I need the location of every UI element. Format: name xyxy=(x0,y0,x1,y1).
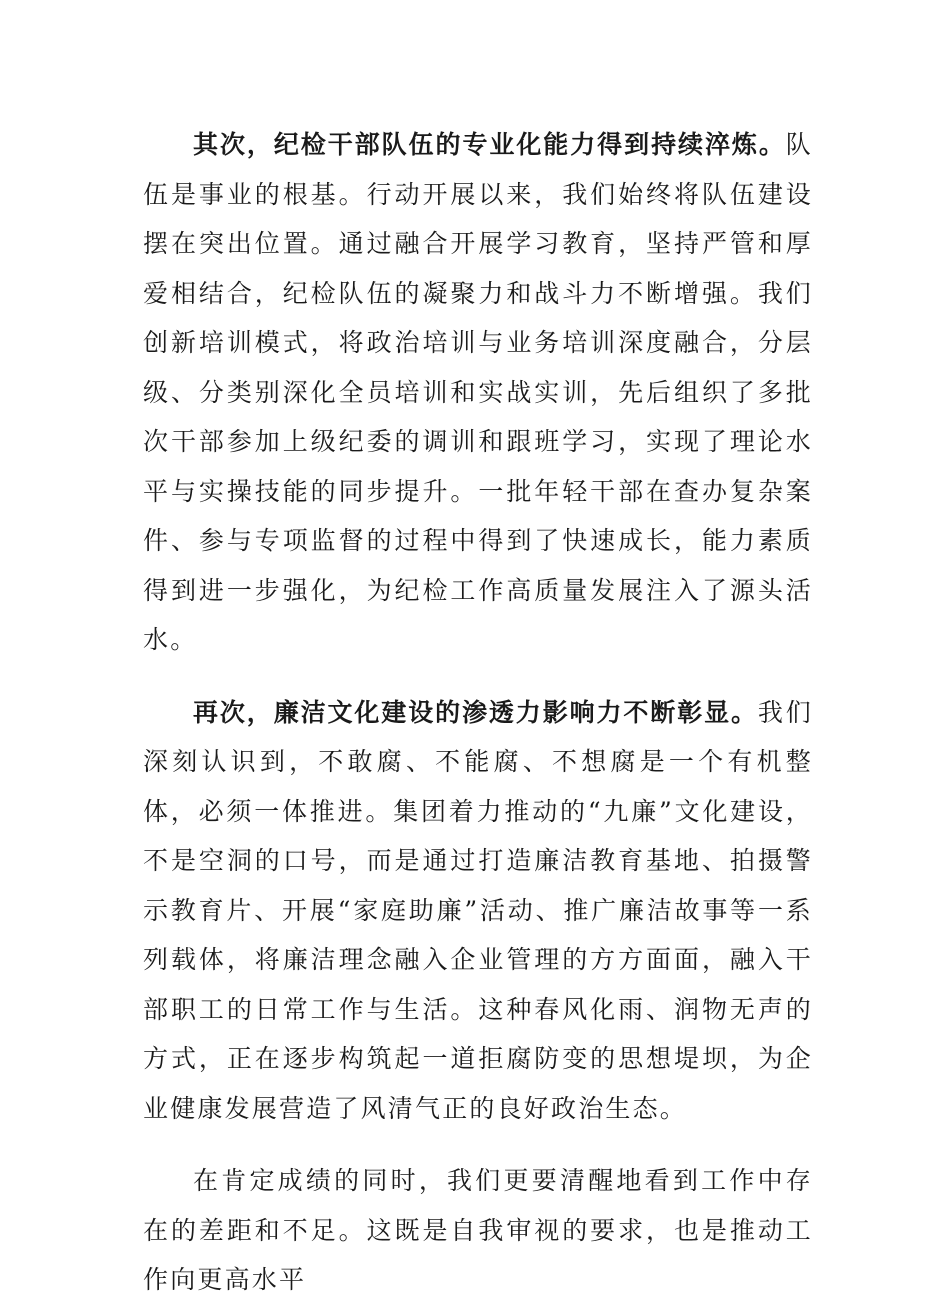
paragraph-lead-sentence: 其次，纪检干部队伍的专业化能力得到持续淬炼。 xyxy=(193,130,786,159)
paragraph-body-text: 队伍是事业的根基。行动开展以来，我们始终将队伍建设摆在突出位置。通过融合开展学习教育，坚持严管和厚爱相结合，纪检队伍的凝聚力和战斗力不断增强。我们创新培训模式，将政治培训与业务培训深度融合，分层级、分类别深化全员培训和实战实训，先后组织了多批次干部参加上级纪委的调训和跟班学习，实现了理论水平与实操技能的同步提升。一批年轻干部在查办复杂案件、参与专项监督的过程中得到了快速成长，能力素质得到进一步强化，为纪检工作高质量发展注入了源头活水。 xyxy=(143,130,813,654)
paragraph-lead-sentence: 再次，廉洁文化建设的渗透力影响力不断彰显。 xyxy=(193,697,758,727)
paragraph-body-text: 我们深刻认识到，不敢腐、不能腐、不想腐是一个有机整体，必须一体推进。集团着力推动的“九廉”文化建设，不是空洞的口号，而是通过打造廉洁教育基地、拍摄警示教育片、开展“家庭助廉”活动、推广廉洁故事等一系列载体，将廉洁理念融入企业管理的方方面面，融入干部职工的日常工作与生活。这种春风化雨、润物无声的方式，正在逐步构筑起一道拒腐防变的思想堤坝，为企业健康发展营造了风清气正的良好政治生态。 xyxy=(143,697,814,1123)
paragraph-body-text: 在肯定成绩的同时，我们更要清醒地看到工作中存在的差距和不足。这既是自我审视的要求，也是推动工作向更高水平 xyxy=(143,1166,813,1294)
document-body xyxy=(143,120,813,1305)
paragraph-team-building xyxy=(143,120,813,665)
paragraph-shortcomings xyxy=(143,1156,813,1305)
paragraph-integrity-culture xyxy=(143,688,813,1134)
